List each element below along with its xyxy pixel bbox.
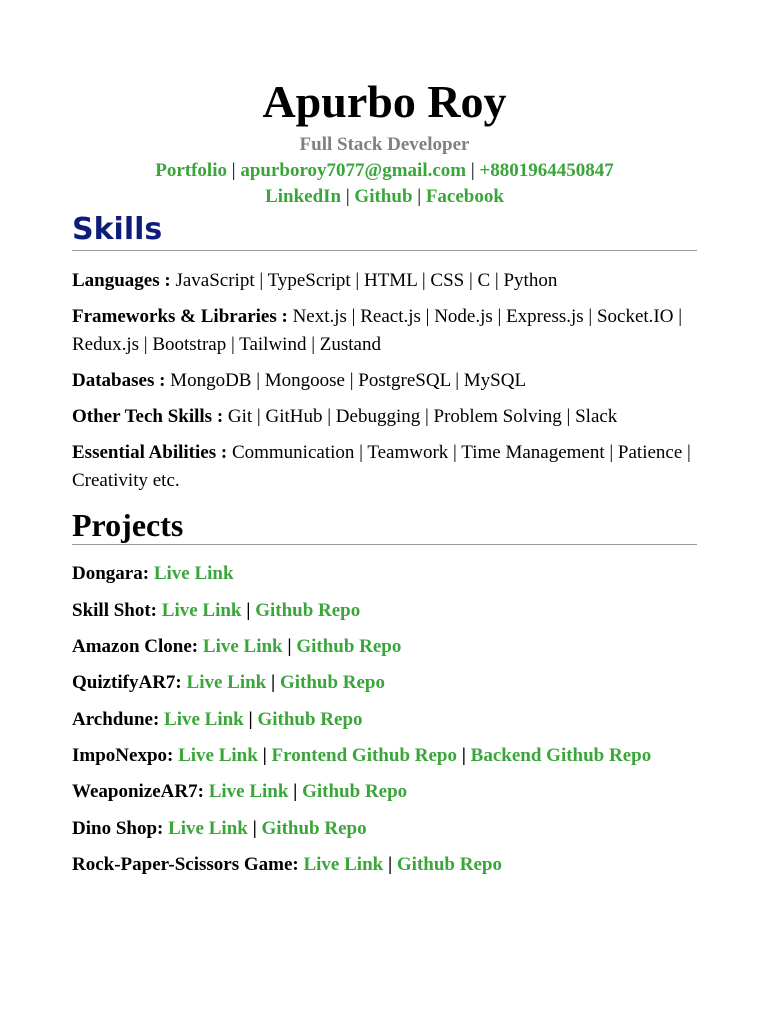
skill-row-languages — [72, 267, 697, 295]
project-item — [72, 670, 768, 696]
project-item — [72, 852, 768, 878]
project-github-link[interactable]: Github Repo — [279, 672, 385, 693]
project-name: Amazon Clone: — [72, 636, 199, 657]
linkedin-link[interactable]: LinkedIn — [265, 186, 342, 207]
separator: | — [387, 854, 393, 875]
project-live-link[interactable]: Live Link — [303, 854, 384, 875]
project-live-link[interactable]: Live Link — [208, 781, 289, 802]
project-live-link[interactable]: Live Link — [161, 600, 242, 621]
project-github-link[interactable]: Github Repo — [257, 709, 363, 730]
project-name: Dino Shop: — [72, 818, 164, 839]
project-live-link[interactable]: Live Link — [202, 636, 283, 657]
separator: | — [248, 709, 253, 730]
skill-label: Other Tech Skills : — [72, 406, 224, 427]
skill-value: Communication | Teamwork | Time Management | Patience | Creativity etc. — [72, 442, 691, 491]
project-github-link[interactable]: Github Repo — [302, 781, 408, 802]
skill-row-other-tech — [72, 403, 697, 431]
project-name: Skill Shot: — [72, 600, 158, 621]
skill-value: Git | GitHub | Debugging | Problem Solving | Slack — [227, 406, 618, 427]
skill-value: JavaScript | TypeScript | HTML | CSS | C | Python — [175, 270, 558, 291]
project-item — [72, 816, 768, 842]
project-name: Archdune: — [72, 709, 160, 730]
separator: | — [231, 160, 236, 181]
separator: | — [345, 186, 350, 207]
project-github-link[interactable]: Github Repo — [296, 636, 402, 657]
project-name: Dongara: — [72, 563, 150, 584]
project-name: Rock-Paper-Scissors Game: — [72, 854, 299, 875]
separator: | — [287, 636, 292, 657]
separator: | — [246, 600, 251, 621]
project-item — [72, 707, 768, 733]
facebook-link[interactable]: Facebook — [425, 186, 504, 207]
separator: | — [271, 672, 276, 693]
project-frontend-github-link[interactable]: Frontend Github Repo — [271, 745, 457, 766]
project-live-link[interactable]: Live Link — [186, 672, 267, 693]
separator: | — [470, 160, 475, 181]
project-backend-github-link[interactable]: Backend Github Repo — [470, 745, 652, 766]
person-name: Apurbo Roy — [262, 76, 507, 127]
project-item — [72, 598, 768, 624]
project-live-link[interactable]: Live Link — [164, 709, 244, 730]
skill-label: Databases : — [72, 370, 166, 391]
project-item — [72, 779, 768, 805]
separator: | — [252, 818, 257, 839]
projects-heading: Projects — [72, 507, 184, 543]
project-github-link[interactable]: Github Repo — [255, 600, 361, 621]
job-title: Full Stack Developer — [299, 134, 470, 155]
skill-label: Languages : — [72, 270, 171, 291]
project-live-link[interactable]: Live Link — [178, 745, 258, 766]
project-item — [72, 743, 768, 769]
project-item — [72, 634, 768, 660]
project-name: ImpoNexpo: — [72, 745, 174, 766]
project-name: WeaponizeAR7: — [72, 781, 204, 802]
project-item — [72, 561, 768, 587]
skill-value: Next.js | React.js | Node.js | Express.js | Socket.IO | Redux.js | Bootstrap | Tailwind | Zustand — [72, 306, 683, 355]
email-link[interactable]: apurboroy7077@gmail.com — [240, 160, 467, 181]
project-live-link[interactable]: Live Link — [168, 818, 248, 839]
section-divider — [72, 250, 697, 251]
phone-link[interactable]: +8801964450847 — [479, 160, 614, 181]
skill-row-abilities — [72, 439, 697, 495]
skills-heading: Skills — [72, 212, 163, 247]
skill-label: Essential Abilities : — [72, 442, 228, 463]
project-live-link[interactable]: Live Link — [153, 563, 234, 584]
portfolio-link[interactable]: Portfolio — [155, 160, 227, 181]
separator: | — [461, 745, 466, 766]
separator: | — [417, 186, 422, 207]
skill-row-databases — [72, 367, 697, 395]
skill-label: Frameworks & Libraries : — [72, 306, 288, 327]
skill-value: MongoDB | Mongoose | PostgreSQL | MySQL — [170, 370, 527, 391]
separator: | — [293, 781, 298, 802]
github-link[interactable]: Github — [354, 186, 413, 207]
section-divider — [72, 544, 697, 545]
project-github-link[interactable]: Github Repo — [396, 854, 502, 875]
separator: | — [262, 745, 267, 766]
contact-line-social — [72, 186, 697, 208]
project-name: QuiztifyAR7: — [72, 672, 182, 693]
contact-line-primary — [72, 160, 697, 182]
skill-row-frameworks — [72, 303, 697, 359]
project-github-link[interactable]: Github Repo — [261, 818, 367, 839]
